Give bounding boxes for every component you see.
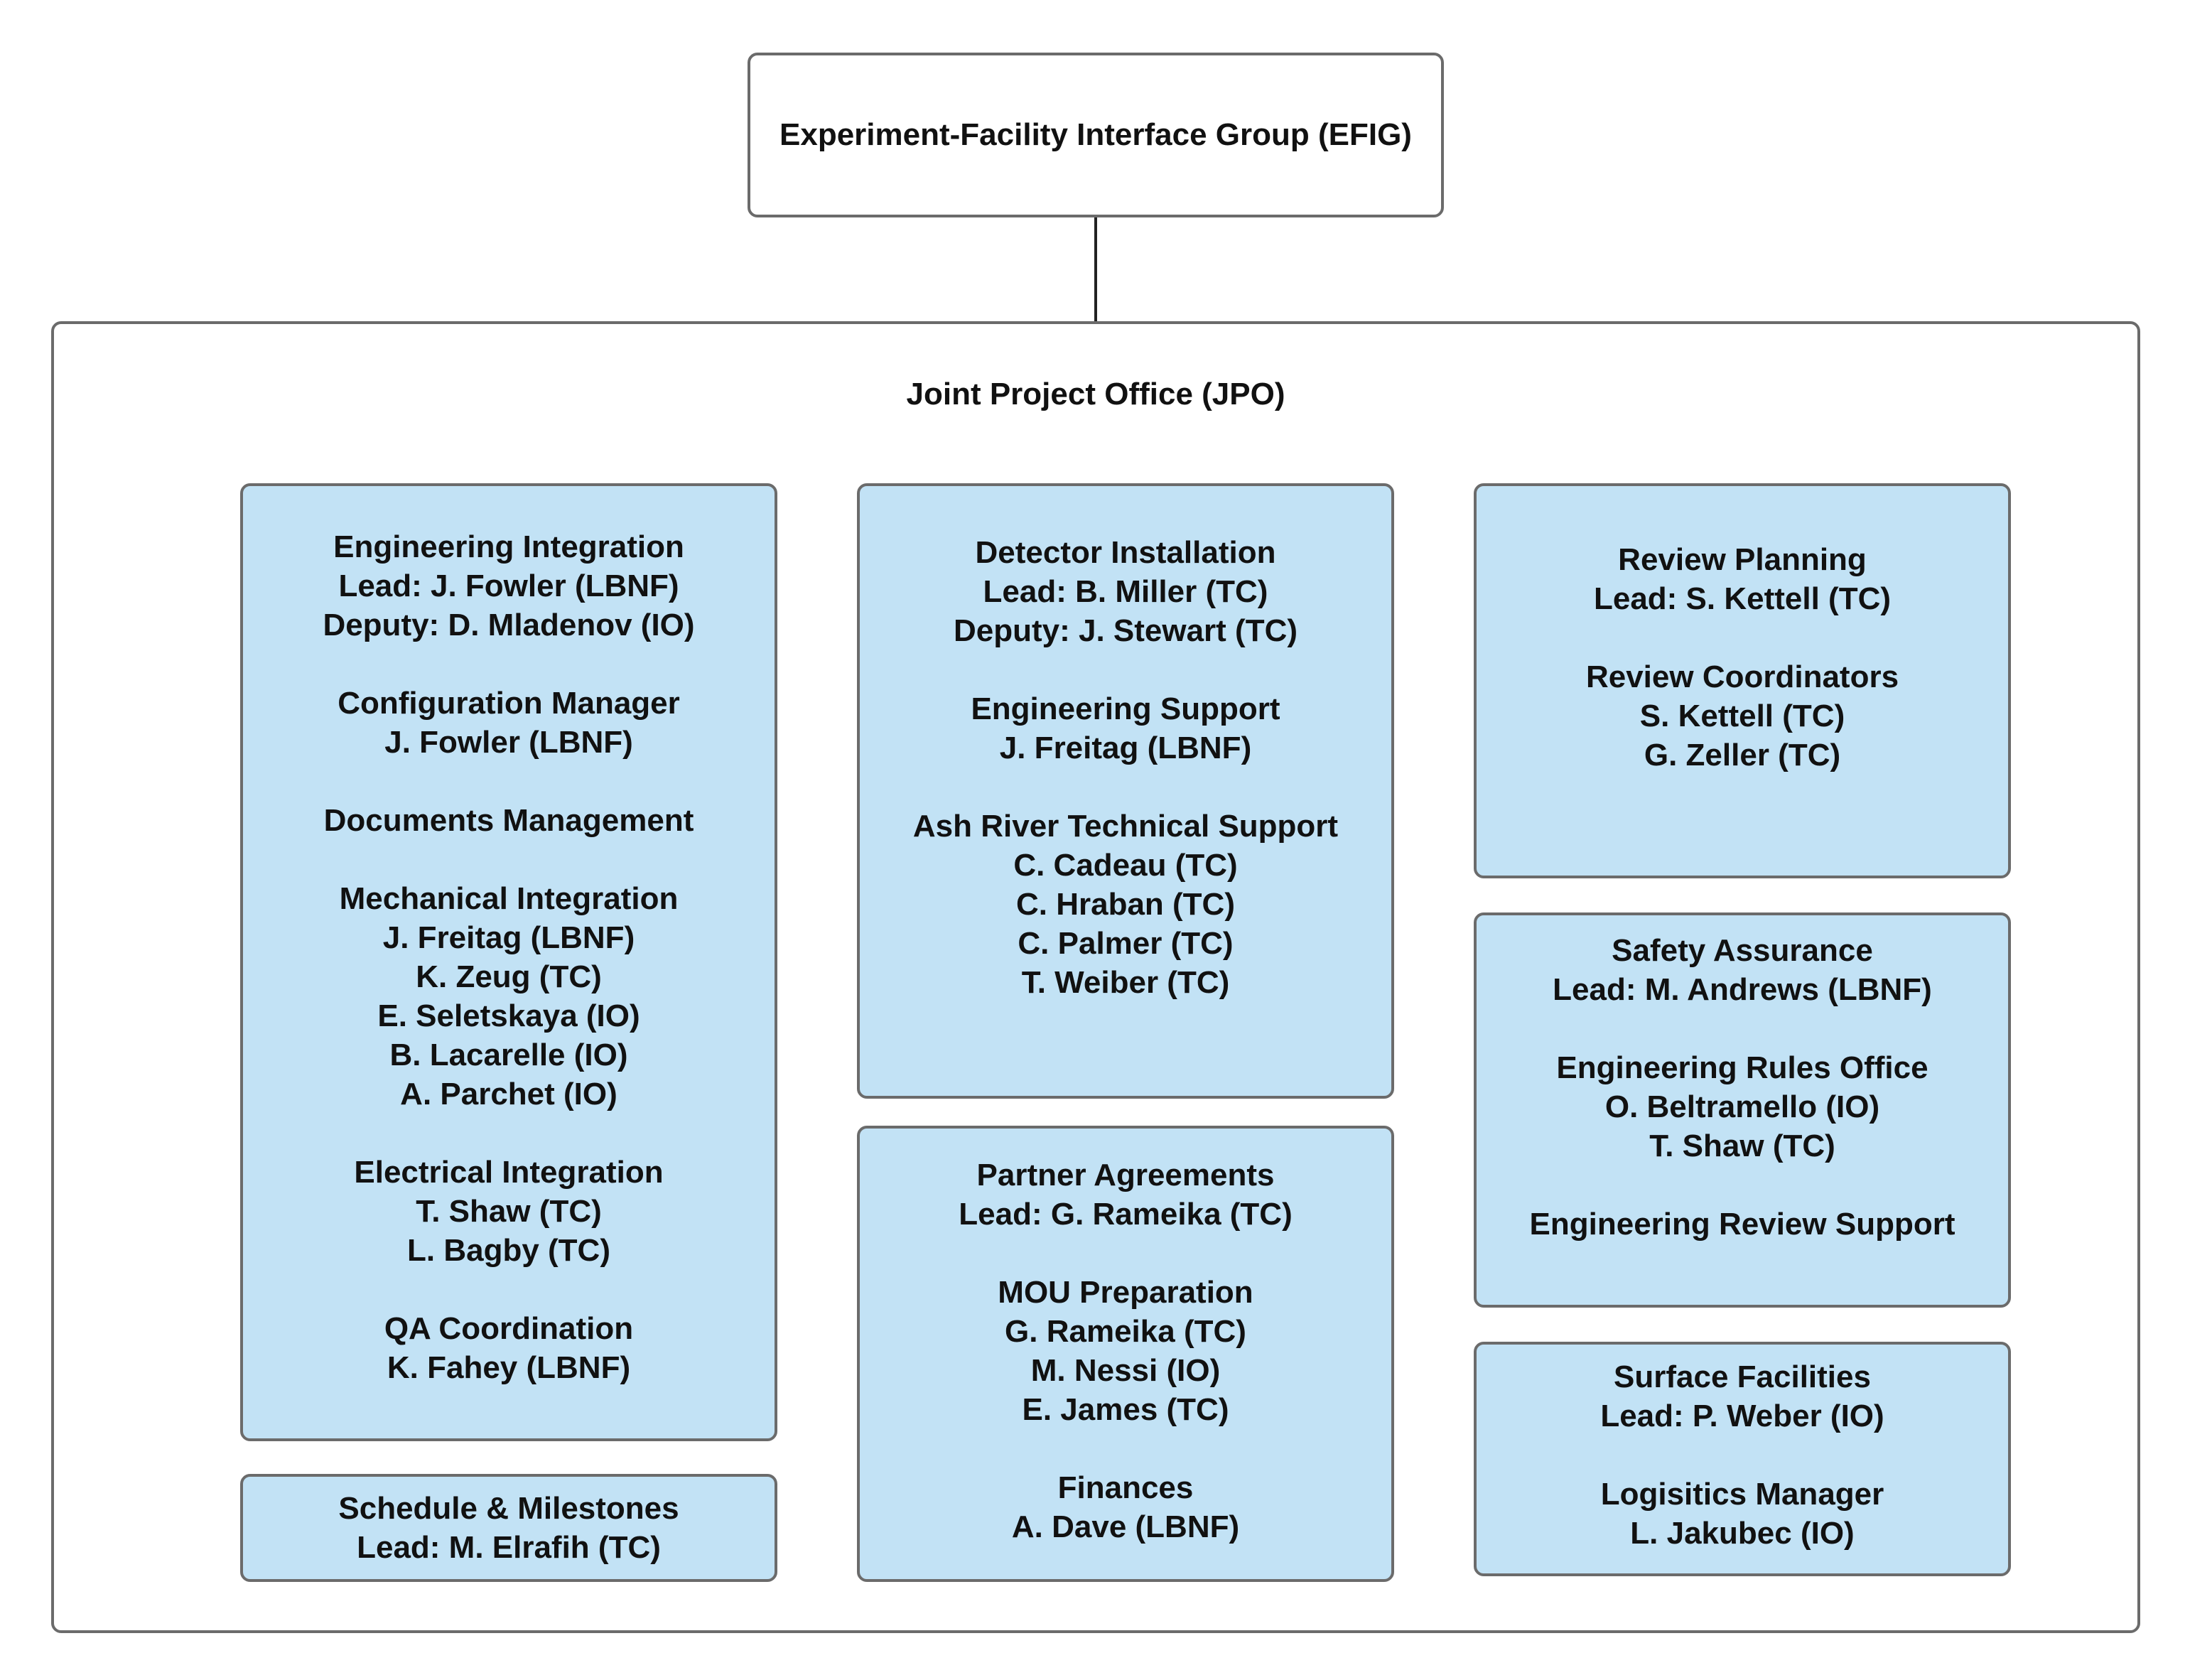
group-section bbox=[338, 684, 680, 762]
member-line: C. Palmer (TC) bbox=[1018, 926, 1234, 961]
group-section bbox=[338, 1489, 679, 1567]
group-section bbox=[1556, 1048, 1928, 1165]
efig-box bbox=[748, 53, 1444, 217]
group-partner-agreements bbox=[857, 1126, 1394, 1582]
group-section bbox=[323, 527, 694, 645]
group-section bbox=[354, 1153, 663, 1270]
group-review-planning bbox=[1474, 483, 2011, 878]
section-heading: Schedule & Milestones bbox=[338, 1491, 679, 1526]
section-heading: Ash River Technical Support bbox=[912, 809, 1339, 844]
member-line: G. Zeller (TC) bbox=[1644, 738, 1841, 772]
group-safety-assurance bbox=[1474, 912, 2011, 1308]
member-line: A. Parchet (IO) bbox=[400, 1077, 617, 1111]
section-heading: Engineering Rules Office bbox=[1556, 1050, 1928, 1085]
group-section bbox=[998, 1273, 1253, 1429]
section-heading: Safety Assurance bbox=[1612, 933, 1873, 968]
section-heading: MOU Preparation bbox=[998, 1275, 1253, 1310]
section-heading: Finances bbox=[1057, 1470, 1194, 1505]
section-heading: Engineering Support bbox=[971, 691, 1280, 726]
group-section bbox=[1012, 1468, 1239, 1546]
section-heading: Engineering Integration bbox=[333, 529, 684, 564]
section-heading: Detector Installation bbox=[975, 535, 1276, 570]
group-section bbox=[324, 801, 694, 840]
group-section bbox=[1600, 1357, 1884, 1436]
group-section bbox=[954, 533, 1297, 650]
member-line: A. Dave (LBNF) bbox=[1011, 1509, 1240, 1544]
group-section bbox=[1530, 1205, 1955, 1244]
member-line: Lead: G. Rameika (TC) bbox=[959, 1197, 1293, 1232]
member-line: T. Shaw (TC) bbox=[416, 1194, 602, 1229]
member-line: J. Freitag (LBNF) bbox=[382, 920, 635, 955]
section-heading: Logisitics Manager bbox=[1600, 1477, 1884, 1512]
group-section bbox=[1594, 540, 1891, 618]
member-line: T. Shaw (TC) bbox=[1649, 1129, 1835, 1163]
member-line: Lead: M. Elrafih (TC) bbox=[357, 1530, 661, 1565]
member-line: L. Bagby (TC) bbox=[407, 1233, 610, 1268]
member-line: L. Jakubec (IO) bbox=[1630, 1516, 1855, 1551]
member-line: Deputy: J. Stewart (TC) bbox=[953, 613, 1298, 648]
section-heading: Surface Facilities bbox=[1614, 1359, 1871, 1394]
section-heading: Review Planning bbox=[1618, 542, 1867, 577]
member-line: K. Fahey (LBNF) bbox=[387, 1350, 631, 1385]
section-heading: QA Coordination bbox=[384, 1311, 634, 1346]
section-heading: Documents Management bbox=[323, 803, 694, 838]
member-line: O. Beltramello (IO) bbox=[1604, 1089, 1880, 1124]
section-heading: Mechanical Integration bbox=[339, 881, 679, 916]
group-surface-facilities bbox=[1474, 1342, 2011, 1576]
section-heading: Electrical Integration bbox=[354, 1155, 664, 1190]
group-section bbox=[1601, 1475, 1884, 1553]
member-line: M. Nessi (IO) bbox=[1030, 1353, 1221, 1388]
group-section bbox=[384, 1309, 633, 1387]
member-line: C. Hraban (TC) bbox=[1015, 887, 1235, 922]
section-heading: Engineering Review Support bbox=[1529, 1207, 1955, 1242]
member-line: Lead: J. Fowler (LBNF) bbox=[338, 569, 679, 603]
member-line: J. Fowler (LBNF) bbox=[384, 725, 633, 760]
member-line: Lead: S. Kettell (TC) bbox=[1593, 581, 1892, 616]
member-line: C. Cadeau (TC) bbox=[1013, 848, 1238, 883]
section-heading: Partner Agreements bbox=[976, 1158, 1275, 1192]
member-line: J. Freitag (LBNF) bbox=[999, 731, 1252, 765]
group-detector-installation bbox=[857, 483, 1394, 1099]
member-line: K. Zeug (TC) bbox=[416, 959, 602, 994]
jpo-title: Joint Project Office (JPO) bbox=[906, 377, 1285, 411]
efig-title: Experiment-Facility Interface Group (EFIG) bbox=[779, 117, 1412, 152]
member-line: T. Weiber (TC) bbox=[1021, 965, 1230, 1000]
member-line: G. Rameika (TC) bbox=[1005, 1314, 1246, 1349]
section-heading: Configuration Manager bbox=[338, 686, 680, 721]
group-section bbox=[971, 689, 1280, 768]
section-heading: Review Coordinators bbox=[1585, 659, 1899, 694]
group-engineering-integration bbox=[240, 483, 777, 1441]
member-line: Deputy: D. Mladenov (IO) bbox=[323, 608, 695, 642]
group-section bbox=[959, 1156, 1292, 1234]
group-section bbox=[1553, 931, 1932, 1009]
efig-jpo-connector bbox=[1094, 217, 1097, 323]
member-line: Lead: P. Weber (IO) bbox=[1600, 1399, 1884, 1433]
member-line: S. Kettell (TC) bbox=[1639, 699, 1845, 733]
group-section bbox=[340, 879, 679, 1114]
group-section bbox=[1586, 657, 1899, 775]
member-line: Lead: B. Miller (TC) bbox=[983, 574, 1268, 609]
group-schedule-milestones bbox=[240, 1474, 777, 1582]
member-line: E. Seletskaya (IO) bbox=[377, 998, 640, 1033]
group-section bbox=[913, 807, 1338, 1002]
member-line: Lead: M. Andrews (LBNF) bbox=[1553, 972, 1932, 1007]
member-line: B. Lacarelle (IO) bbox=[389, 1038, 628, 1072]
member-line: E. James (TC) bbox=[1022, 1392, 1229, 1427]
